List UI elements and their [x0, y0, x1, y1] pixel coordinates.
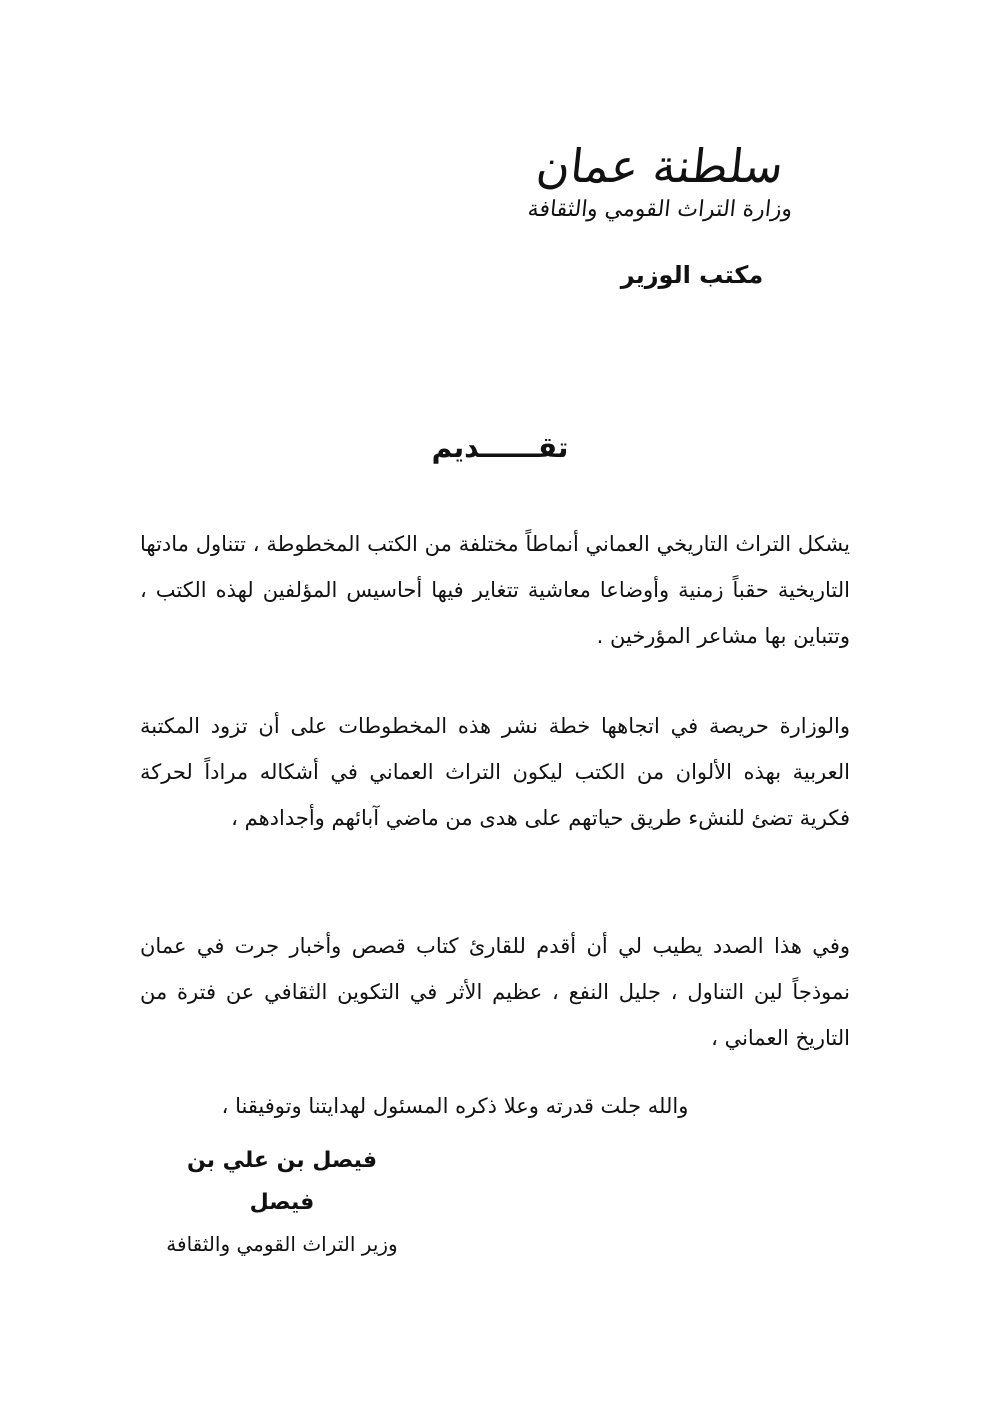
letterhead: [500, 138, 820, 226]
letterhead-office: مكتب الوزير: [620, 261, 764, 289]
letterhead-ministry: وزارة التراث القومي والثقافة: [526, 197, 794, 222]
closing-line: والله جلت قدرته وعلا ذكره المسئول لهدايتنا وتوفيقنا ،: [221, 1094, 689, 1118]
paragraph-3: وفي هذا الصدد يطيب لي أن أقدم للقارئ كتاب قصص وأخبار جرت في عمان نموذجاً لين التناول ، جليل النفع ، عظيم الأثر في التكوين الثقافي عن فترة من التاريخ العماني ،: [140, 934, 850, 1050]
document-heading: تقــــــديم: [431, 431, 569, 464]
paragraph-2: والوزارة حريصة في اتجاهها خطة نشر هذه المخطوطات على أن تزود المكتبة العربية بهذه الألوان من الكتب ليكون التراث العماني في أشكاله مراداً لحركة فكرية تضئ للنشء طريق حياتهم على هدى من ماضي آبائهم وأجدادهم ،: [140, 714, 850, 830]
signatory-title: وزير التراث القومي والثقافة: [166, 1232, 398, 1256]
letterhead-title: سلطنة عمان: [533, 139, 787, 193]
signatory-name: فيصل بن علي بن فيصل: [186, 1148, 378, 1215]
signature-block: [152, 1140, 412, 1264]
paragraph-1: يشكل التراث التاريخي العماني أنماطاً مختلفة من الكتب المخطوطة ، تتناول مادتها التاريخية حقباً زمنية وأوضاعا معاشية تتغاير فيها أحاسيس المؤلفين لهذه الكتب ، وتتباين بها مشاعر المؤرخين .: [140, 532, 850, 648]
